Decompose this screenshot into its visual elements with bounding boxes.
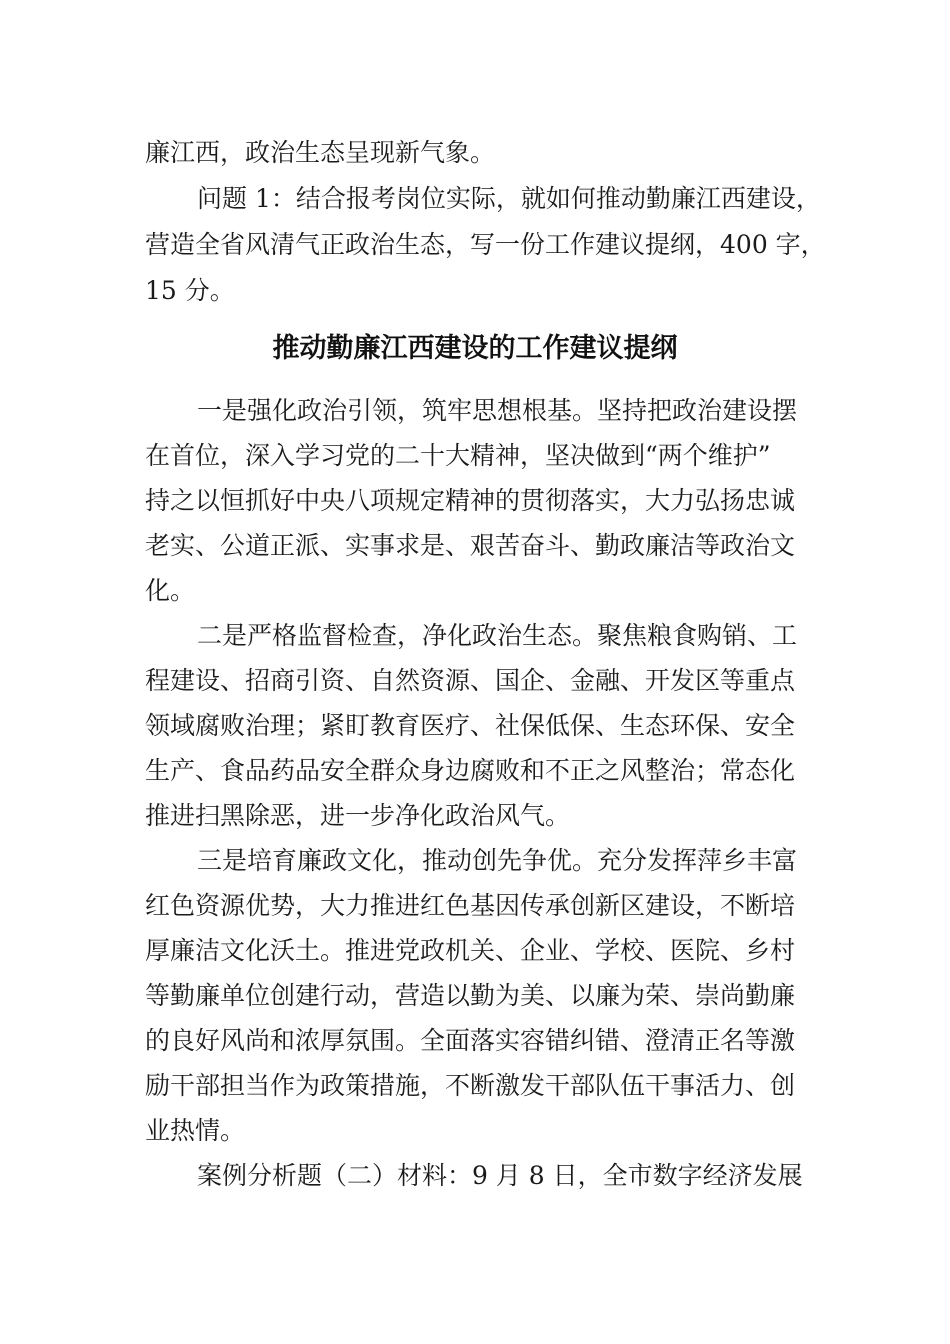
- text-line: 营造全省风清气正政治生态，写一份工作建议提纲，400 字，: [145, 230, 826, 259]
- paragraph-line: 的良好风尚和浓厚氛围。全面落实容错纠错、澄清正名等激: [145, 1026, 796, 1055]
- case-analysis-line: 案例分析题（二）材料：9 月 8 日，全市数字经济发展: [197, 1161, 803, 1190]
- paragraph-line: 一是强化政治引领，筑牢思想根基。坚持把政治建设摆: [197, 396, 798, 425]
- paragraph-line: 持之以恒抓好中央八项规定精神的贯彻落实，大力弘扬忠诚: [145, 486, 796, 515]
- paragraph-line: 励干部担当作为政策措施，不断激发干部队伍干事活力、创: [145, 1071, 796, 1100]
- paragraph-line: 领域腐败治理；紧盯教育医疗、社保低保、生态环保、安全: [145, 711, 796, 740]
- paragraph-line: 厚廉洁文化沃土。推进党政机关、企业、学校、医院、乡村: [145, 936, 796, 965]
- question-line: 问题 1：结合报考岗位实际，就如何推动勤廉江西建设，: [197, 184, 821, 213]
- text-line: 廉江西，政治生态呈现新气象。: [145, 138, 496, 167]
- text-line: 15 分。: [145, 276, 235, 305]
- section-title: 推动勤廉江西建设的工作建议提纲: [272, 333, 678, 364]
- paragraph-line: 等勤廉单位创建行动，营造以勤为美、以廉为荣、崇尚勤廉: [145, 981, 796, 1010]
- paragraph-line: 红色资源优势，大力推进红色基因传承创新区建设，不断培: [145, 891, 796, 920]
- paragraph-line: 在首位，深入学习党的二十大精神，坚决做到“两个维护”: [145, 441, 771, 470]
- paragraph-line: 三是培育廉政文化，推动创先争优。充分发挥萍乡丰富: [197, 846, 798, 875]
- paragraph-line: 二是严格监督检查，净化政治生态。聚焦粮食购销、工: [197, 621, 798, 650]
- paragraph-line: 生产、食品药品安全群众身边腐败和不正之风整治；常态化: [145, 756, 796, 785]
- paragraph-line: 程建设、招商引资、自然资源、国企、金融、开发区等重点: [145, 666, 796, 695]
- paragraph-line: 推进扫黑除恶，进一步净化政治风气。: [145, 801, 571, 830]
- paragraph-line: 老实、公道正派、实事求是、艰苦奋斗、勤政廉洁等政治文: [145, 531, 796, 560]
- paragraph-line: 化。: [145, 576, 196, 605]
- paragraph-line: 业热情。: [145, 1116, 246, 1145]
